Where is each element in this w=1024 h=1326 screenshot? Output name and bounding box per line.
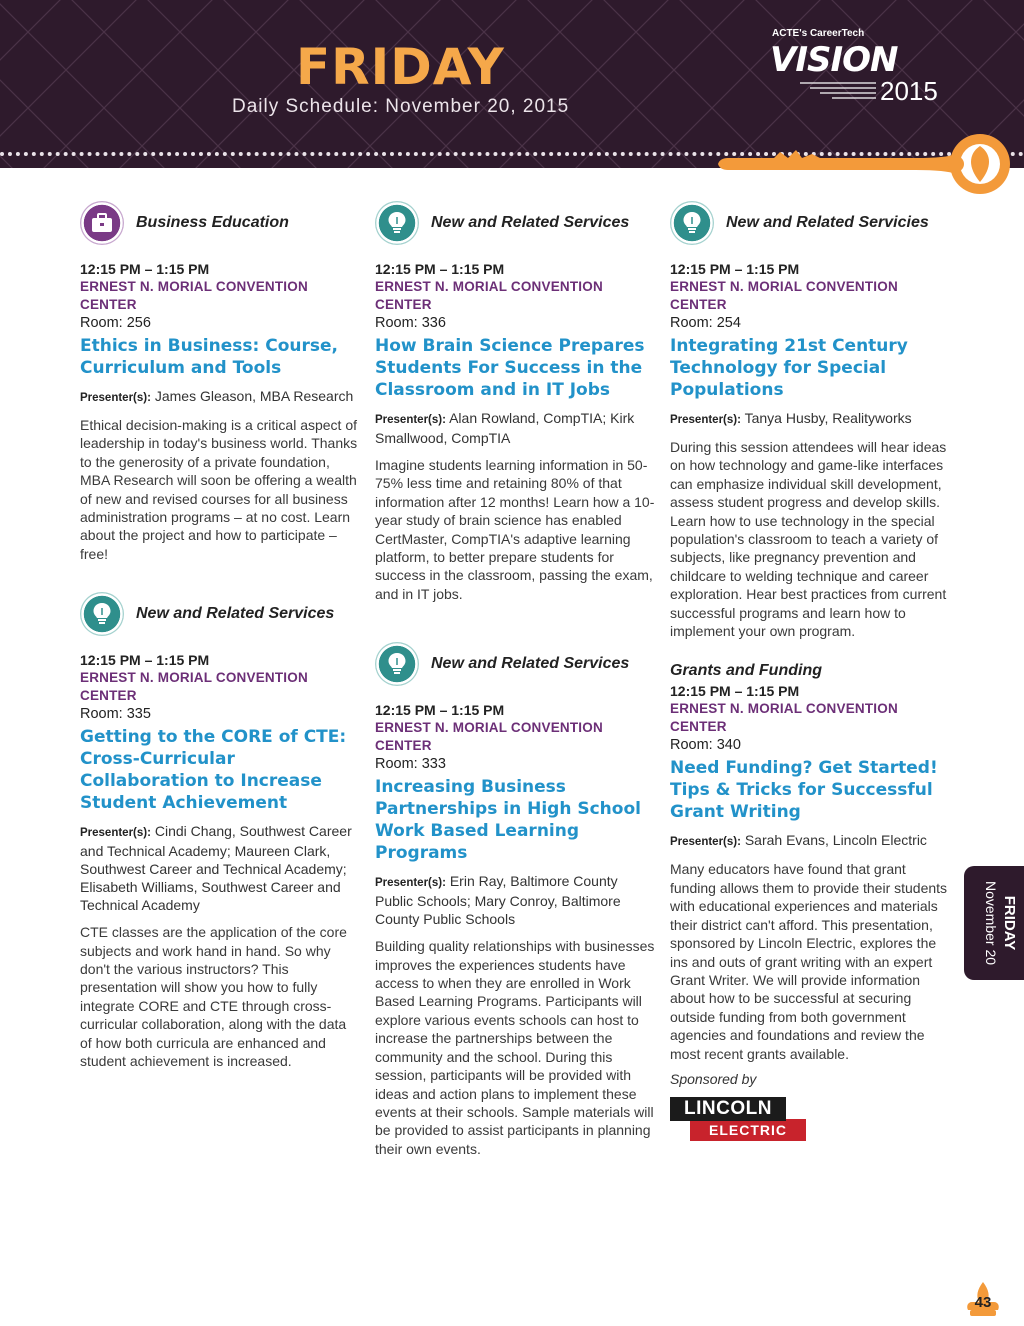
presenter-names: Tanya Husby, Realityworks xyxy=(744,410,912,426)
category-name: New and Related Services xyxy=(431,655,630,673)
vision-2015-logo xyxy=(770,28,955,106)
session-room: Room: 335 xyxy=(80,706,151,723)
category-header xyxy=(80,200,360,246)
logo-year: 2015 xyxy=(880,76,938,106)
session-room: Room: 254 xyxy=(670,315,741,331)
category-header xyxy=(80,591,360,637)
session-time: 12:15 PM – 1:15 PM xyxy=(670,261,800,277)
lightbulb-icon xyxy=(375,642,419,686)
presenter-names: Sarah Evans, Lincoln Electric xyxy=(744,832,927,849)
session-venue: ERNEST N. MORIAL CONVENTION CENTER xyxy=(80,279,308,312)
session-description: Ethical decision-making is a critical aspect of leadership in today's business world. Thanks to the generosity of a private foundation, MBA Research will soon be offering a wealth of new and revised courses for all business administration programs – at no cost. Learn about the project and how to participate – free! xyxy=(80,417,358,562)
side-tab-day: FRIDAY xyxy=(1001,895,1018,951)
session-room: Room: 340 xyxy=(670,737,741,754)
session-time: 12:15 PM – 1:15 PM xyxy=(80,261,210,277)
category-name: New and Related Services xyxy=(431,214,630,231)
day-side-tab xyxy=(964,866,1024,980)
session-description: Many educators have found that grant funding allows them to provide their students with educational experiences and materials their district can't afford. This presentation, sponsored by Lincoln Electric, explores the ins and outs of grant writing with an expert Grant Writer. We will provide information about how to be successful at securing outside funding from both government agencies and foundations and review the most recent grants available. xyxy=(670,861,948,1062)
session-title: Integrating 21st Century Technology for Special Populations xyxy=(670,336,908,400)
presenter-label: Presenter(s): xyxy=(670,836,741,849)
session-venue: ERNEST N. MORIAL CONVENTION CENTER xyxy=(375,720,603,754)
page-number-text: 43 xyxy=(974,1294,992,1311)
category-name: Grants and Funding xyxy=(670,662,822,680)
presenter-label: Presenter(s): xyxy=(670,414,741,426)
session-presenters xyxy=(80,822,360,914)
key-icon xyxy=(716,124,1024,210)
side-tab-text xyxy=(964,866,1024,980)
lincoln-electric-logo xyxy=(670,1097,806,1143)
session-card xyxy=(80,591,360,1070)
page-number xyxy=(962,1280,1004,1320)
presenter-names: Cindi Chang, Southwest Career and Technical Academy; Maureen Clark, Southwest Career and Technical Academy; Elisabeth Williams, Southwest Career and Technical Academy xyxy=(80,823,352,914)
session-venue: ERNEST N. MORIAL CONVENTION CENTER xyxy=(375,279,603,312)
side-tab-date: November 20 xyxy=(983,880,999,966)
session-title: How Brain Science Prepares Students For Success in the Classroom and in IT Jobs xyxy=(375,336,645,400)
presenter-names: James Gleason, MBA Research xyxy=(154,388,354,404)
session-time: 12:15 PM – 1:15 PM xyxy=(375,261,505,277)
session-time: 12:15 PM – 1:15 PM xyxy=(80,652,210,669)
presenter-label: Presenter(s): xyxy=(80,827,151,840)
category-header xyxy=(670,200,950,246)
session-time: 12:15 PM – 1:15 PM xyxy=(375,702,505,719)
session-card xyxy=(375,641,655,1158)
session-time: 12:15 PM – 1:15 PM xyxy=(670,683,800,700)
session-title: Need Funding? Get Started! Tips & Tricks for Successful Grant Writing xyxy=(670,758,938,823)
category-header xyxy=(375,641,655,687)
day-title: FRIDAY xyxy=(296,38,505,96)
briefcase-icon xyxy=(80,201,124,245)
session-presenters xyxy=(375,872,655,928)
session-description: Building quality relationships with businesses improves the experiences students have access to when they are enrolled in Work Based Learning Programs. Participants will explore various events schools can host to increase the partnerships between the community and the school. During this session, participants will be provided with ideas and action plans to implement these events at their schools. Sample materials will be provided to assist participants in planning their own events. xyxy=(375,938,655,1157)
session-description: CTE classes are the application of the core subjects and work hand in hand. So why don't the various instructors? This presentation will show you how to fully integrate CORE and CTE through cross-curricular collaboration, along with the data of how both curricula are enhanced and student achievement is increased. xyxy=(80,924,347,1070)
session-presenters xyxy=(375,409,655,447)
presenter-names: Alan Rowland, CompTIA; Kirk Smallwood, CompTIA xyxy=(375,410,635,446)
schedule-column-1 xyxy=(80,200,360,1071)
category-header xyxy=(375,200,655,246)
presenter-label: Presenter(s): xyxy=(80,392,151,404)
logo-wordmark: VISION xyxy=(770,40,898,80)
session-presenters xyxy=(80,387,360,407)
lightbulb-icon xyxy=(80,592,124,636)
session-card xyxy=(670,662,950,1142)
session-venue: ERNEST N. MORIAL CONVENTION CENTER xyxy=(80,670,308,704)
logo-tagline: ACTE's CareerTech xyxy=(772,28,865,39)
presenter-label: Presenter(s): xyxy=(375,877,446,890)
logo-streaks xyxy=(800,80,878,100)
category-name: New and Related Servicies xyxy=(726,214,929,231)
schedule-column-3 xyxy=(670,200,950,1143)
session-presenters xyxy=(670,831,950,851)
session-room: Room: 336 xyxy=(375,315,446,331)
session-title: Increasing Business Partnerships in High School Work Based Learning Programs xyxy=(375,777,641,864)
presenter-names: Erin Ray, Baltimore County Public Schools; Mary Conroy, Baltimore County Public Schools xyxy=(375,873,621,928)
session-title: Ethics in Business: Course, Curriculum and Tools xyxy=(80,336,338,378)
session-venue: ERNEST N. MORIAL CONVENTION CENTER xyxy=(670,279,898,312)
logo-bottom-text: ELECTRIC xyxy=(690,1119,806,1141)
session-card xyxy=(80,200,360,563)
session-card xyxy=(375,200,655,603)
presenter-label: Presenter(s): xyxy=(375,414,446,426)
lightbulb-icon xyxy=(375,201,419,245)
schedule-column-2 xyxy=(375,200,655,1158)
session-card xyxy=(670,200,950,640)
lightbulb-icon xyxy=(670,201,714,245)
category-name: New and Related Services xyxy=(136,605,335,623)
session-description: During this session attendees will hear ideas on how technology and game-like interfaces can emphasize individual skill development, assess student progress and develop skills. Learn how to use technology in the special population's classroom to teach a variety of subjects, like pregnancy prevention and childcare to welding technique and career exploration. Hear best practices from current successful programs and learn how to implement your own program. xyxy=(670,439,947,640)
logo-top-text: LINCOLN xyxy=(670,1097,786,1121)
sponsor-label: Sponsored by xyxy=(670,1070,757,1087)
session-presenters xyxy=(670,409,950,429)
category-name: Business Education xyxy=(136,214,289,231)
session-venue: ERNEST N. MORIAL CONVENTION CENTER xyxy=(670,701,898,735)
schedule-date: Daily Schedule: November 20, 2015 xyxy=(232,96,570,117)
session-room: Room: 256 xyxy=(80,315,151,331)
session-title: Getting to the CORE of CTE: Cross-Curricular Collaboration to Increase Student Achievement xyxy=(80,727,347,814)
session-room: Room: 333 xyxy=(375,756,446,773)
session-description: Imagine students learning information in 50-75% less time and retaining 80% of that information after 12 months! Learn how a 10-year study of brain science has enabled CertMaster, CompTIA's adaptive learning platform, to better prepare students for success in the classroom, passing the exam, and in IT jobs. xyxy=(375,457,655,602)
